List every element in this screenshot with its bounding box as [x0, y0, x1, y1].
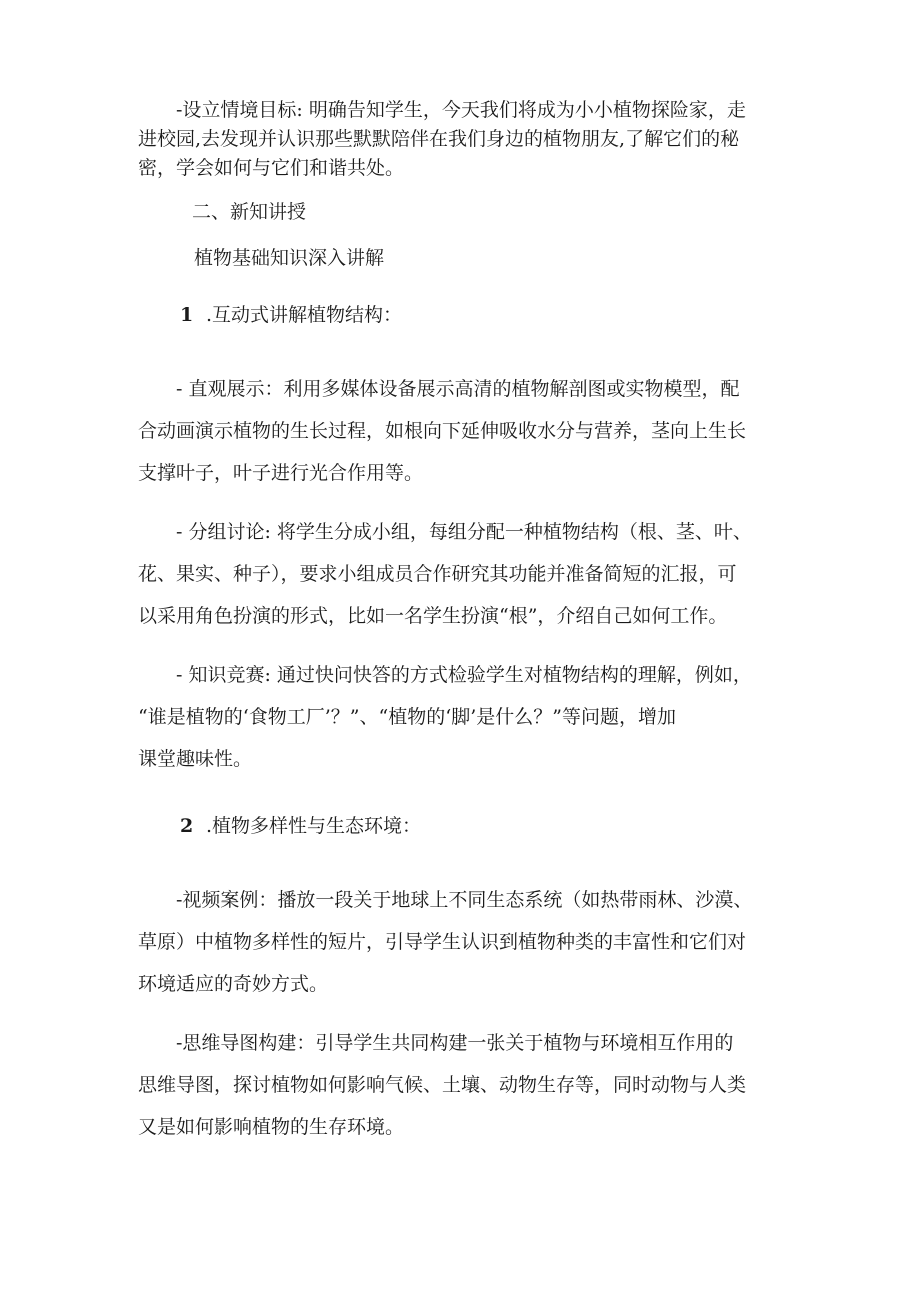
paragraph-goal	[138, 96, 788, 183]
paragraph-line: 环境适应的奇妙方式。	[138, 973, 329, 995]
subsection-heading: 植物基础知识深入讲解	[194, 247, 385, 269]
paragraph-line: - 直观展示：利用多媒体设备展示高清的植物解剖图或实物模型，配	[176, 378, 740, 400]
paragraph-line: 思维导图，探讨植物如何影响气候、土壤、动物生存等，同时动物与人类	[138, 1074, 747, 1096]
paragraph-video	[138, 879, 788, 1005]
paragraph-line: 合动画演示植物的生长过程，如根向下延伸吸收水分与营养，茎向上生长	[138, 420, 747, 442]
paragraph-line: 支撑叶子，叶子进行光合作用等。	[138, 462, 424, 484]
paragraph-line: 课堂趣味性。	[138, 748, 253, 770]
paragraph-line: 又是如何影响植物的生存环境。	[138, 1116, 405, 1138]
paragraph-line: - 知识竞赛: 通过快问快答的方式检验学生对植物结构的理解，例如，	[176, 664, 752, 686]
paragraph-mindmap	[138, 1022, 788, 1148]
paragraph-line: “谁是植物的‘食物工厂’？”、“植物的‘脚’是什么？”等问题，增加	[138, 706, 677, 728]
item-heading-2	[180, 812, 421, 841]
paragraph-line: 密，学会如何与它们和谐共处。	[138, 157, 405, 179]
item-title: .植物多样性与生态环境：	[206, 815, 422, 837]
item-heading-1	[180, 301, 402, 330]
paragraph-group	[138, 511, 788, 637]
item-number: 1	[180, 304, 194, 326]
paragraph-line: 以采用角色扮演的形式，比如一名学生扮演“根”，介绍自己如何工作。	[138, 605, 728, 627]
paragraph-line: - 分组讨论: 将学生分成小组，每组分配一种植物结构（根、茎、叶、	[176, 521, 752, 543]
paragraph-visual	[138, 368, 788, 494]
paragraph-quiz	[138, 654, 788, 780]
paragraph-line: 进校园,去发现并认识那些默默陪伴在我们身边的植物朋友,了解它们的秘	[138, 128, 740, 150]
section-heading: 二、新知讲授	[192, 201, 307, 223]
paragraph-line: 花、果实、种子），要求小组成员合作研究其功能并准备简短的汇报，可	[138, 563, 737, 585]
item-number: 2	[180, 815, 194, 837]
item-title: .互动式讲解植物结构：	[206, 304, 403, 326]
paragraph-line: -设立情境目标: 明确告知学生，今天我们将成为小小植物探险家，走	[176, 99, 746, 121]
paragraph-line: -视频案例：播放一段关于地球上不同生态系统（如热带雨林、沙漠、	[176, 889, 753, 911]
paragraph-line: -思维导图构建：引导学生共同构建一张关于植物与环境相互作用的	[176, 1032, 734, 1054]
paragraph-line: 草原）中植物多样性的短片，引导学生认识到植物种类的丰富性和它们对	[138, 931, 747, 953]
